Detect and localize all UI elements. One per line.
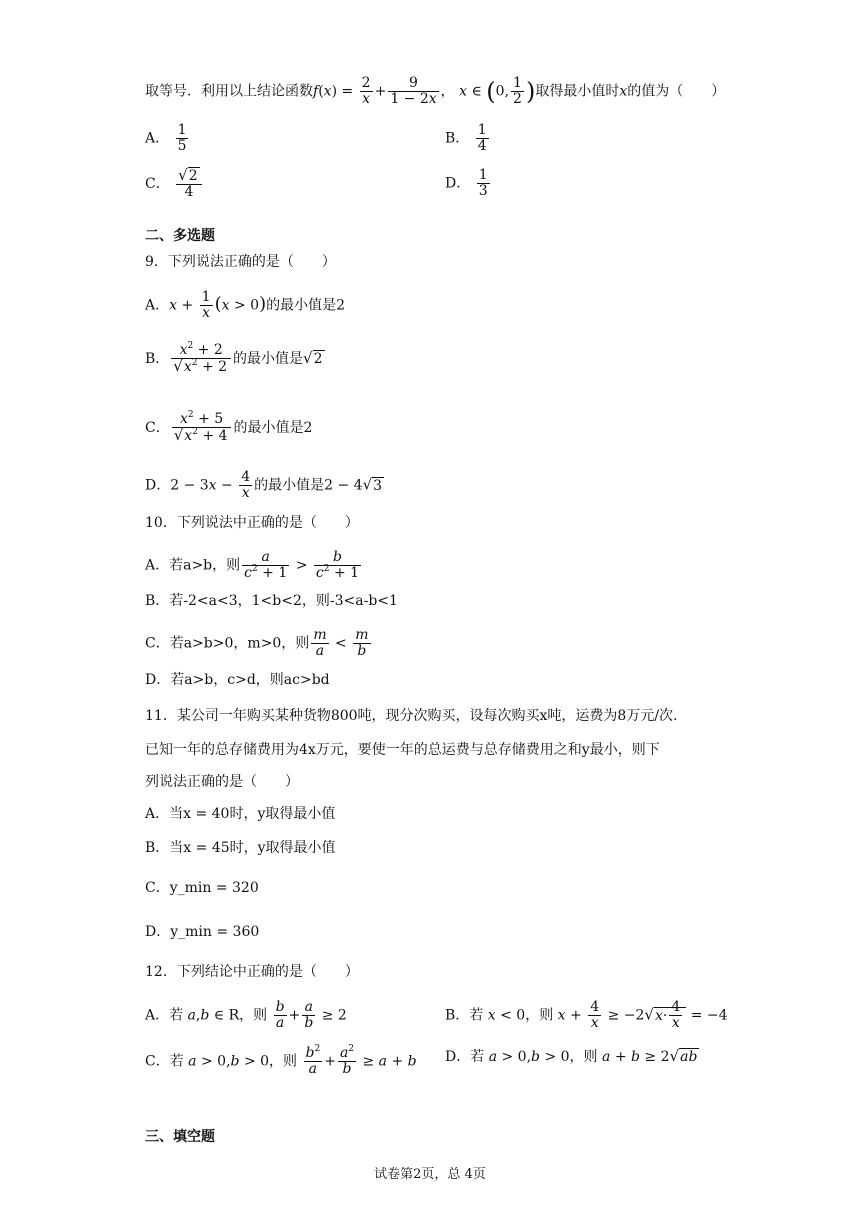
q11-stem-line1: 11．某公司一年购买某种货物800吨，现分次购买，设每次购买x吨，运费为8万元/次. (145, 708, 678, 724)
q10-option-a[interactable]: A．若a>b，则 $\frac{a}{c^2 + 1}$ > $\frac{b}{c^2 + 1}$ (145, 549, 360, 581)
q9-option-a[interactable]: A．x + $\frac{1}{x}$ (x > 0)的最小值是2 (145, 289, 346, 321)
q9-stem: 9．下列说法正确的是（ ） (145, 254, 336, 270)
q10-option-c[interactable]: C．若a>b>0，m>0，则 $\frac{m}{a}$ < $\frac{m}{b}$ (145, 627, 369, 659)
q9-option-d[interactable]: D．2 − 3x − $\frac{4}{x}$ 的最小值是2 − 4√3 (145, 469, 383, 501)
q11-stem-line3: 列说法正确的是（ ） (145, 774, 299, 790)
q10-option-d[interactable]: D．若a>b，c>d，则ac>bd (145, 672, 330, 688)
q8-option-c[interactable]: C． $\frac{√2}{4}$ (145, 168, 204, 200)
section-title-fill: 三、填空题 (145, 1129, 215, 1145)
q12-option-b[interactable]: B．若 x < 0，则 x + $\frac{4}{x}$ ≥ −2√x· $\frac{4}{x}$ = −4 (445, 999, 728, 1031)
q8-option-d[interactable]: D． $\frac{1}{3}$ (445, 167, 488, 199)
page-footer: 试卷第2页，总 4页 (374, 1167, 486, 1182)
q12-option-a[interactable]: A．若 a,b ∈ R，则 $\frac{b}{a}$ + $\frac{a}{b}$ ≥ 2 (145, 999, 347, 1031)
q10-option-b[interactable]: B．若-2<a<3，1<b<2，则-3<a-b<1 (145, 593, 398, 609)
q12-stem: 12．下列结论中正确的是（ ） (145, 964, 359, 980)
q12-option-c[interactable]: C．若 a > 0,b > 0，则 $\frac{b^2}{a}$ + $\frac{a^2}{b}$ ≥ a + b (145, 1044, 417, 1077)
q11-option-a[interactable]: A．当x = 40时，y取得最小值 (145, 806, 336, 822)
q11-stem-line2: 已知一年的总存储费用为4x万元，要使一年的总运费与总存储费用之和y最小，则下 (145, 742, 660, 758)
q10-stem: 10．下列说法中正确的是（ ） (145, 515, 359, 531)
q11-option-d[interactable]: D．y_min = 360 (145, 924, 260, 940)
q8-option-b[interactable]: B． $\frac{1}{4}$ (445, 122, 487, 154)
q8-stem: 取等号．利用以上结论函数f(x) = $\frac{2}{x}$ + $\frac{9}{1 - 2x}$ ， x ∈ (0, $\frac{1}{2}$ )取得最小值时x的值为（ ） (145, 75, 726, 107)
q11-option-c[interactable]: C．y_min = 320 (145, 880, 259, 896)
q9-option-b[interactable]: B． $\frac{x^2 + 2}{√x^2 + 2}$ 的最小值是√2 (145, 341, 323, 375)
q12-option-d[interactable]: D．若 a > 0,b > 0，则 a + b ≥ 2√ab (445, 1047, 698, 1065)
q9-option-c[interactable]: C． $\frac{x^2 + 5}{√x^2 + 4}$ 的最小值是2 (145, 410, 313, 444)
q8-option-a[interactable]: A． $\frac{1}{5}$ (145, 122, 187, 154)
section-title-multi: 二、多选题 (145, 228, 215, 244)
q11-option-b[interactable]: B．当x = 45时，y取得最小值 (145, 840, 336, 856)
